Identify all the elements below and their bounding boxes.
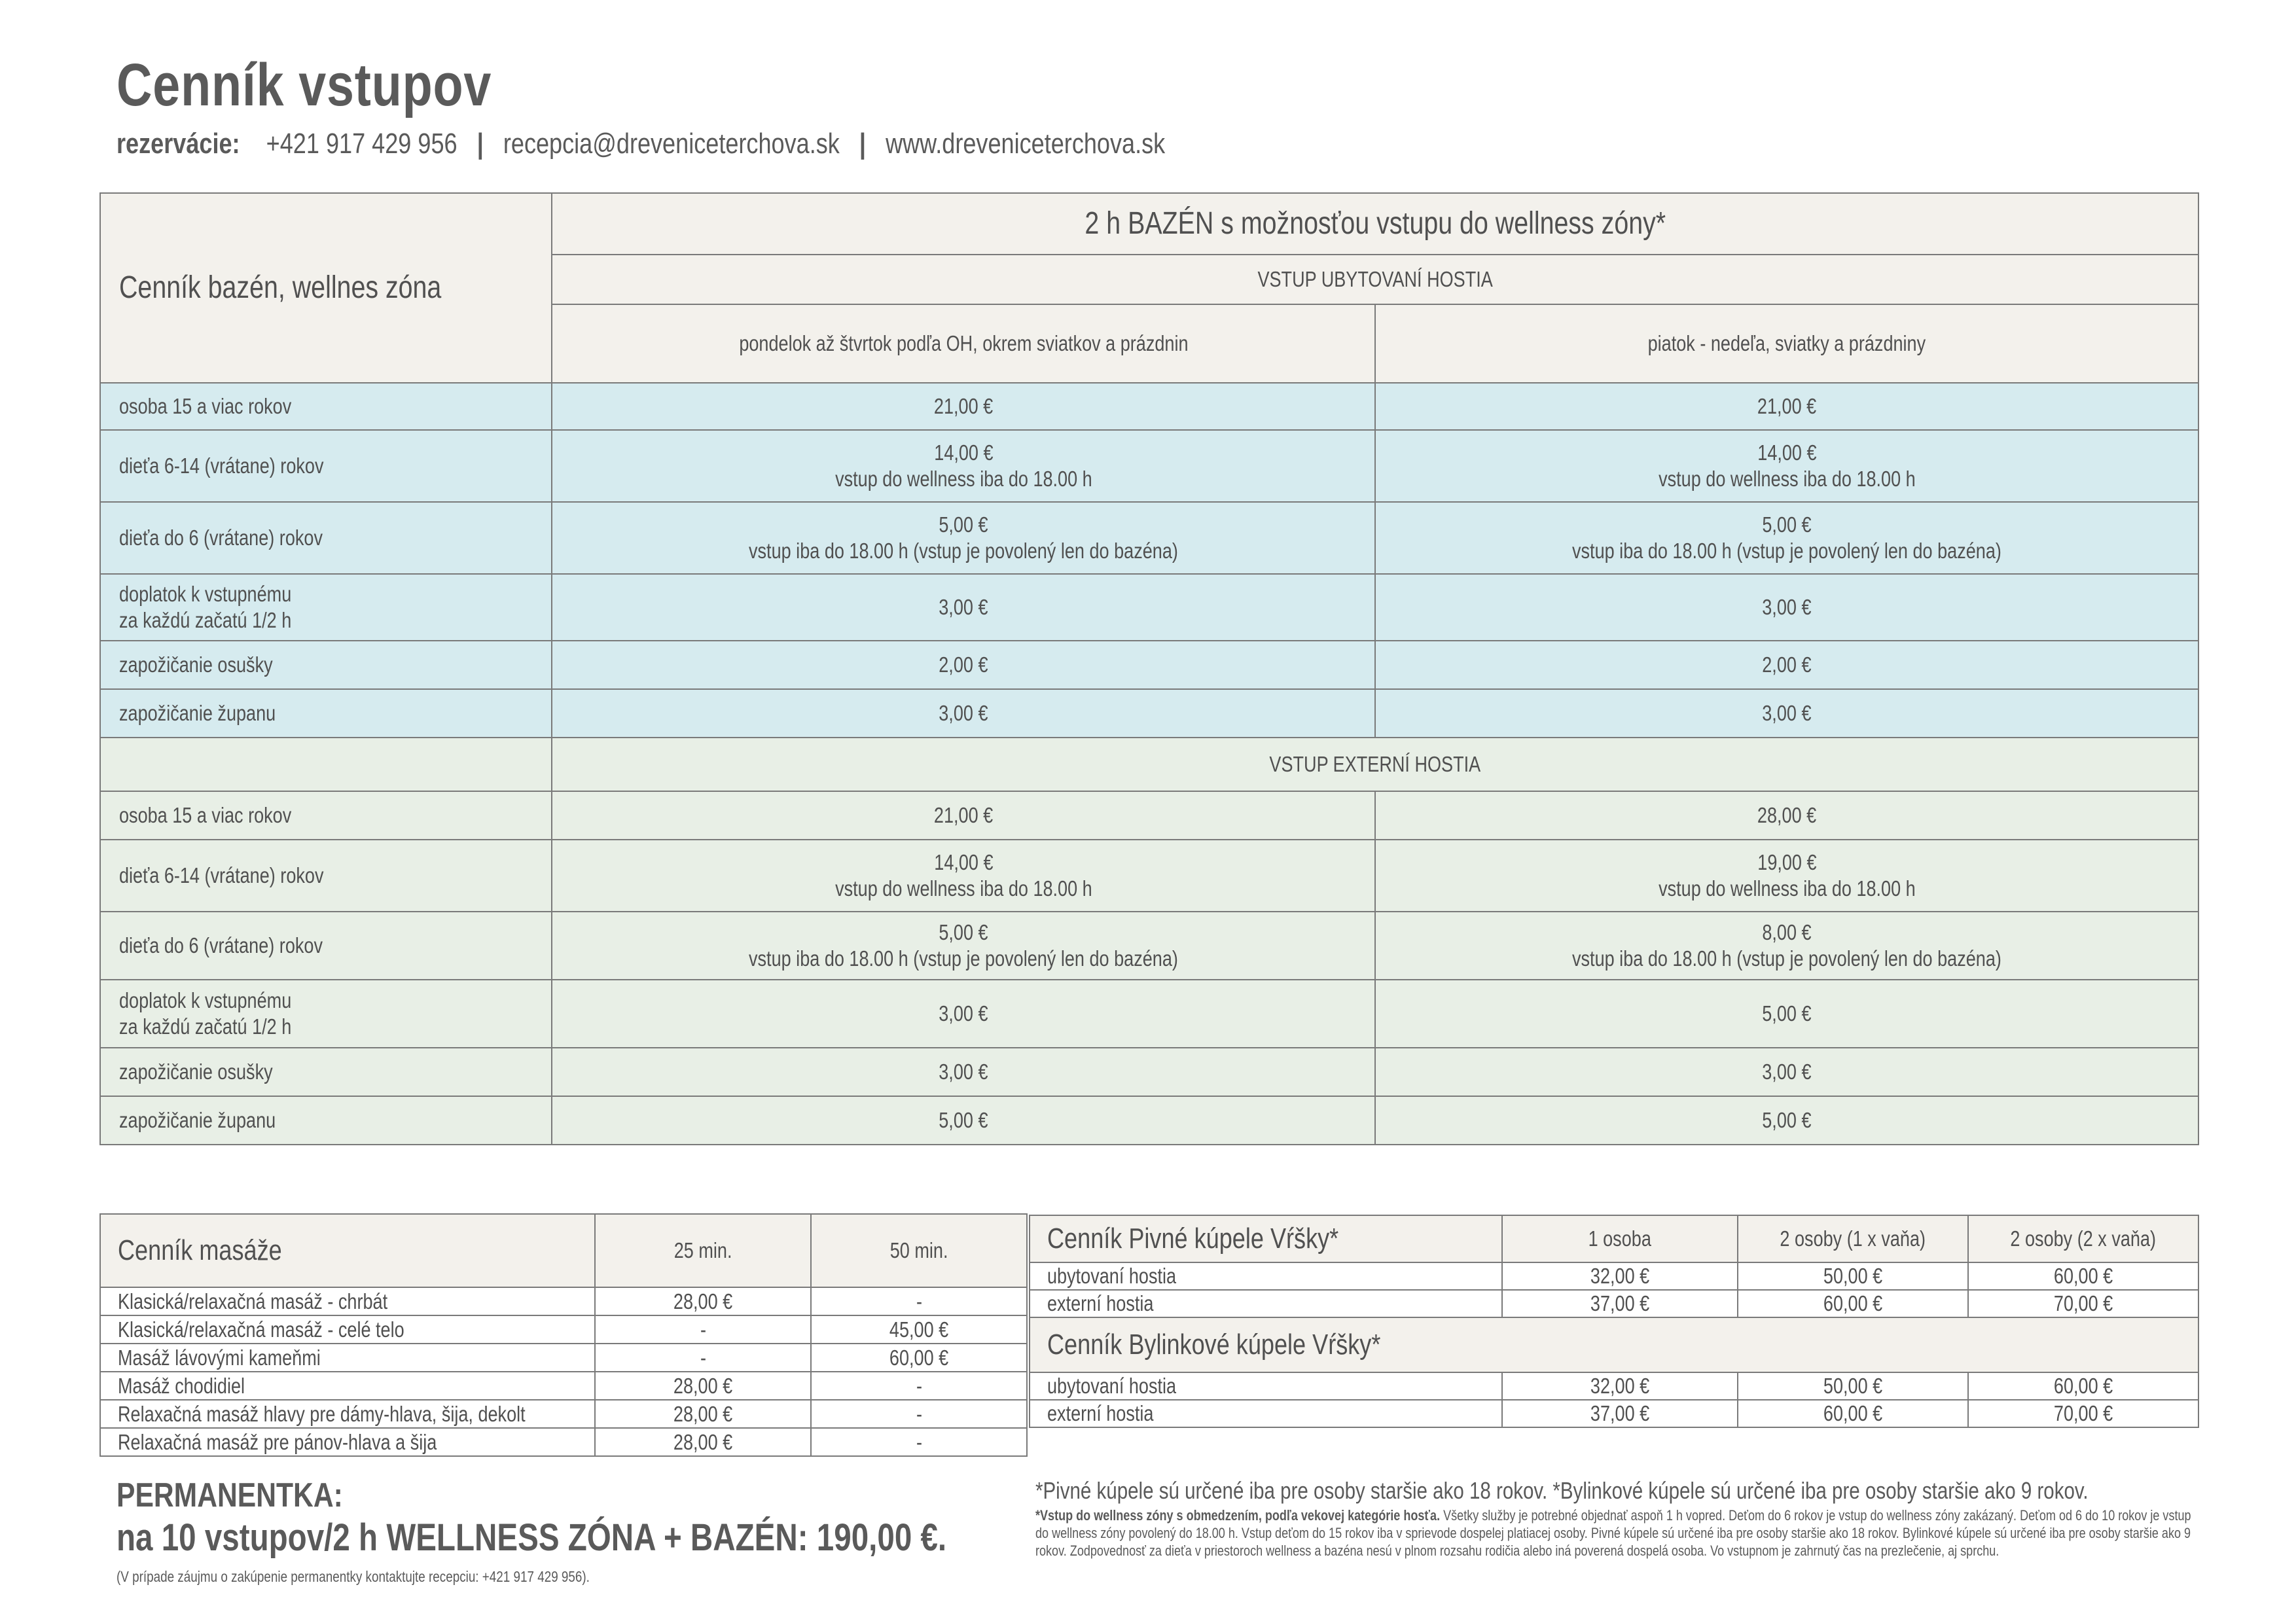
massage-price-p50: - xyxy=(811,1287,1027,1315)
page-title: Cenník vstupov xyxy=(117,52,492,118)
bath-price-c1: 32,00 € xyxy=(1502,1262,1738,1290)
weekday-price: 14,00 € vstup do wellness iba do 18.00 h xyxy=(552,840,1375,912)
season-pass-title: PERMANENTKA: xyxy=(117,1476,343,1514)
col-header-weekday: pondelok až štvrtok podľa OH, okrem sviatkov a prázdnin xyxy=(552,304,1375,383)
footnote-main: *Pivné kúpele sú určené iba pre osoby staršie ako 18 rokov. *Bylinkové kúpele sú určené iba pre osoby staršie ako 9 rokov. xyxy=(1035,1477,2089,1504)
top-header: 2 h BAZÉN s možnosťou vstupu do wellness zóny* xyxy=(552,193,2198,255)
bath-row xyxy=(1030,1372,2198,1400)
price-row xyxy=(100,502,2198,574)
massage-price-p25: 28,00 € xyxy=(595,1372,811,1400)
external-header: VSTUP EXTERNÍ HOSTIA xyxy=(552,738,2198,791)
weekend-price: 8,00 € vstup iba do 18.00 h (vstup je povolený len do bazéna) xyxy=(1375,912,2198,980)
bath-guest-type: externí hostia xyxy=(1030,1290,1502,1317)
price-row xyxy=(100,430,2198,502)
contact-line xyxy=(117,124,2211,164)
weekend-price: 3,00 € xyxy=(1375,574,2198,641)
row-label: zapožičanie županu xyxy=(100,1096,552,1145)
weekday-price: 5,00 € xyxy=(552,1096,1375,1145)
massage-row xyxy=(100,1344,1027,1372)
massage-name: Relaxačná masáž hlavy pre dámy-hlava, šija, dekolt xyxy=(100,1400,595,1428)
massage-price-p50: 60,00 € xyxy=(811,1344,1027,1372)
massage-price-p50: 45,00 € xyxy=(811,1315,1027,1344)
baths-price-table xyxy=(1029,1215,2199,1428)
massage-price-p25: 28,00 € xyxy=(595,1400,811,1428)
page-header xyxy=(117,46,2211,164)
weekend-price: 3,00 € xyxy=(1375,689,2198,738)
footnote-rest: Všetky služby je potrebné objednať aspoň 1 h vopred. Deťom do 6 rokov je vstup do wellness zóny zakázaný. Deťom od 6 do 10 rokov je vstup do wellness zóny povolený do 18.00 h. Vstup deťom do 15 rokov iba v sprievode dospelej platiacej osoby. Pivné kúpele sú určené iba pre osoby staršie ako 18 rokov. Bylinkové kúpele sú určené iba pre osoby staršie ako 9 rokov. Zodpovednosť za dieťa v priestoroch wellness a bazéna nesú v plnom rozsahu rodičia alebo iná poverená dospelá osoba. Vo vstupnom je zahrnutý čas na prezlečenie, aj sprchu. xyxy=(1035,1507,2191,1559)
herbal-bath-title: Cenník Bylinkové kúpele Vŕšky* xyxy=(1030,1317,2198,1372)
price-row xyxy=(100,689,2198,738)
bath-price-c1: 37,00 € xyxy=(1502,1400,1738,1427)
season-pass-block xyxy=(117,1475,967,1588)
col-header-weekend: piatok - nedeľa, sviatky a prázdniny xyxy=(1375,304,2198,383)
weekend-price: 28,00 € xyxy=(1375,791,2198,840)
row-label: osoba 15 a viac rokov xyxy=(100,383,552,430)
col-2-persons-2-tubs: 2 osoby (2 x vaňa) xyxy=(1968,1215,2198,1262)
price-row xyxy=(100,641,2198,689)
bath-price-c3: 70,00 € xyxy=(1968,1290,2198,1317)
massage-price-table xyxy=(99,1213,1028,1457)
massage-name: Masáž lávovými kameňmi xyxy=(100,1344,595,1372)
weekday-price: 21,00 € xyxy=(552,383,1375,430)
beer-bath-title: Cenník Pivné kúpele Vŕšky* xyxy=(1030,1215,1502,1262)
weekend-price: 19,00 € vstup do wellness iba do 18.00 h xyxy=(1375,840,2198,912)
bath-price-c2: 50,00 € xyxy=(1738,1262,1968,1290)
season-pass-note: (V prípade záujmu o zakúpenie permanentky kontaktujte recepciu: +421 917 429 956). xyxy=(117,1568,590,1585)
row-label: dieťa 6-14 (vrátane) rokov xyxy=(100,840,552,912)
phone-number[interactable]: +421 917 429 956 xyxy=(266,128,457,160)
weekend-price: 5,00 € vstup iba do 18.00 h (vstup je povolený len do bazéna) xyxy=(1375,502,2198,574)
row-label: zapožičanie osušky xyxy=(100,641,552,689)
bath-guest-type: externí hostia xyxy=(1030,1400,1502,1427)
massage-price-p25: - xyxy=(595,1315,811,1344)
empty-cell xyxy=(100,738,552,791)
price-row xyxy=(100,1096,2198,1145)
separator: | xyxy=(476,128,484,160)
bath-price-c2: 50,00 € xyxy=(1738,1372,1968,1400)
footnote-bold: *Vstup do wellness zóny s obmedzením, podľa vekovej kategórie hosťa. xyxy=(1035,1507,1441,1524)
massage-price-p50: - xyxy=(811,1400,1027,1428)
footnotes xyxy=(1035,1476,2200,1560)
footnote-detail xyxy=(1035,1507,2200,1560)
section-title: Cenník bazén, wellnes zóna xyxy=(100,193,552,383)
season-pass-offer: na 10 vstupov/2 h WELLNESS ZÓNA + BAZÉN: 190,00 €. xyxy=(117,1516,947,1559)
pool-wellness-price-table xyxy=(99,192,2199,1145)
col-25-min: 25 min. xyxy=(595,1214,811,1287)
email-link[interactable]: recepcia@dreveniceterchova.sk xyxy=(503,128,840,160)
massage-name: Masáž chodidiel xyxy=(100,1372,595,1400)
massage-row xyxy=(100,1372,1027,1400)
weekend-price: 3,00 € xyxy=(1375,1048,2198,1096)
price-row xyxy=(100,1048,2198,1096)
row-label: zapožičanie županu xyxy=(100,689,552,738)
bath-price-c1: 37,00 € xyxy=(1502,1290,1738,1317)
massage-row xyxy=(100,1400,1027,1428)
row-label: dieťa 6-14 (vrátane) rokov xyxy=(100,430,552,502)
bath-row xyxy=(1030,1400,2198,1427)
bath-price-c3: 60,00 € xyxy=(1968,1262,2198,1290)
reservation-label: rezervácie: xyxy=(117,128,240,160)
massage-name: Relaxačná masáž pre pánov-hlava a šija xyxy=(100,1428,595,1456)
massage-name: Klasická/relaxačná masáž - chrbát xyxy=(100,1287,595,1315)
bath-price-c3: 70,00 € xyxy=(1968,1400,2198,1427)
bath-row xyxy=(1030,1290,2198,1317)
massage-row xyxy=(100,1315,1027,1344)
weekday-price: 3,00 € xyxy=(552,689,1375,738)
row-label: doplatok k vstupnému za každú začatú 1/2 h xyxy=(100,980,552,1048)
weekday-price: 5,00 € vstup iba do 18.00 h (vstup je povolený len do bazéna) xyxy=(552,912,1375,980)
bath-price-c2: 60,00 € xyxy=(1738,1400,1968,1427)
website-link[interactable]: www.dreveniceterchova.sk xyxy=(886,128,1166,160)
weekday-price: 5,00 € vstup iba do 18.00 h (vstup je povolený len do bazéna) xyxy=(552,502,1375,574)
massage-price-p50: - xyxy=(811,1372,1027,1400)
massage-name: Klasická/relaxačná masáž - celé telo xyxy=(100,1315,595,1344)
massage-price-p25: 28,00 € xyxy=(595,1287,811,1315)
col-1-person: 1 osoba xyxy=(1502,1215,1738,1262)
guests-header: VSTUP UBYTOVANÍ HOSTIA xyxy=(552,255,2198,304)
massage-price-p25: - xyxy=(595,1344,811,1372)
bath-row xyxy=(1030,1262,2198,1290)
weekday-price: 3,00 € xyxy=(552,574,1375,641)
weekend-price: 2,00 € xyxy=(1375,641,2198,689)
weekend-price: 5,00 € xyxy=(1375,980,2198,1048)
row-label: osoba 15 a viac rokov xyxy=(100,791,552,840)
price-row xyxy=(100,840,2198,912)
price-row xyxy=(100,980,2198,1048)
row-label: doplatok k vstupnému za každú začatú 1/2 h xyxy=(100,574,552,641)
bath-guest-type: ubytovaní hostia xyxy=(1030,1372,1502,1400)
weekday-price: 14,00 € vstup do wellness iba do 18.00 h xyxy=(552,430,1375,502)
bath-price-c1: 32,00 € xyxy=(1502,1372,1738,1400)
price-row xyxy=(100,791,2198,840)
massage-row xyxy=(100,1428,1027,1456)
weekday-price: 21,00 € xyxy=(552,791,1375,840)
row-label: dieťa do 6 (vrátane) rokov xyxy=(100,502,552,574)
weekday-price: 2,00 € xyxy=(552,641,1375,689)
weekend-price: 5,00 € xyxy=(1375,1096,2198,1145)
col-2-persons-1-tub: 2 osoby (1 x vaňa) xyxy=(1738,1215,1968,1262)
row-label: dieťa do 6 (vrátane) rokov xyxy=(100,912,552,980)
massage-price-p50: - xyxy=(811,1428,1027,1456)
bath-guest-type: ubytovaní hostia xyxy=(1030,1262,1502,1290)
weekend-price: 14,00 € vstup do wellness iba do 18.00 h xyxy=(1375,430,2198,502)
massage-price-p25: 28,00 € xyxy=(595,1428,811,1456)
bath-price-c2: 60,00 € xyxy=(1738,1290,1968,1317)
price-row xyxy=(100,574,2198,641)
price-row xyxy=(100,383,2198,430)
price-row xyxy=(100,912,2198,980)
massage-row xyxy=(100,1287,1027,1315)
row-label: zapožičanie osušky xyxy=(100,1048,552,1096)
weekday-price: 3,00 € xyxy=(552,1048,1375,1096)
weekend-price: 21,00 € xyxy=(1375,383,2198,430)
massage-title: Cenník masáže xyxy=(100,1214,595,1287)
bath-price-c3: 60,00 € xyxy=(1968,1372,2198,1400)
col-50-min: 50 min. xyxy=(811,1214,1027,1287)
weekday-price: 3,00 € xyxy=(552,980,1375,1048)
separator: | xyxy=(859,128,866,160)
